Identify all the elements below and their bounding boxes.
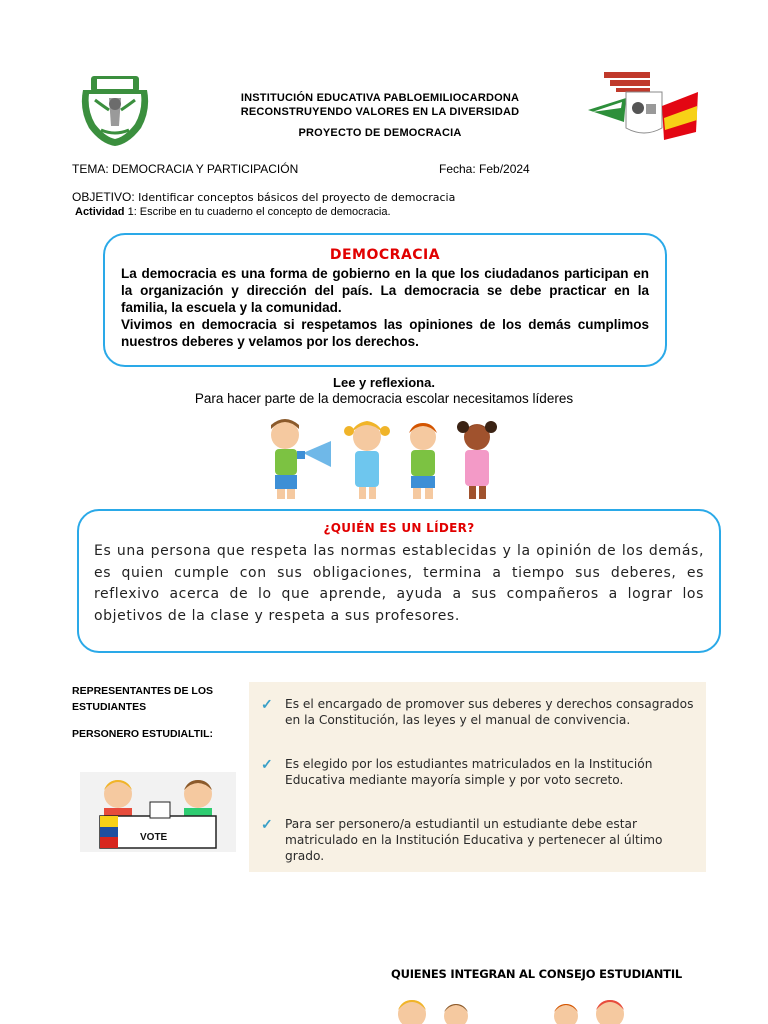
check-icon: ✓ [261, 756, 273, 772]
school-name: INSTITUCIÓN EDUCATIVA PABLOEMILIOCARDONA [240, 92, 520, 104]
consejo-title: QUIENES INTEGRAN AL CONSEJO ESTUDIANTIL [391, 967, 683, 981]
leader-text: Es una persona que respeta las normas establecidas y la opinión de los demás, es quien cumple con sus obligaciones, termina a tiempo sus deberes, es reflexivo acerca de lo que aprende, ayuda a sus compañeros a lograr los objetivos de la clase y respeta a sus profesores. [94, 543, 704, 624]
note-item-3: Para ser personero/a estudiantil un estudiante debe estar matriculado en la Institución Educativa y pertenecer al último grado. [285, 817, 663, 863]
school-flag-icon [588, 70, 698, 148]
objetivo-label: OBJETIVO: [72, 190, 135, 204]
democracy-paragraph-1: La democracia es una forma de gobierno en la que los ciudadanos participan en la organización y dirección del país. La democracia se debe practicar en la familia, la escuela y la comunidad. [121, 266, 649, 315]
representatives-heading: REPRESENTANTES DE LOS ESTUDIANTES [72, 685, 213, 713]
children-illustration [245, 415, 525, 503]
tema-label: TEMA: DEMOCRACIA Y PARTICIPACIÓN [72, 162, 299, 176]
objetivo-row [72, 190, 455, 204]
actividad-text: 1: Escribe en tu cuaderno el concepto de democracia. [124, 206, 391, 218]
note-item-1: Es el encargado de promover sus deberes y derechos consagrados en la Constitución, las leyes y el manual de convivencia. [285, 697, 694, 727]
reflect-subtitle: Para hacer parte de la democracia escolar necesitamos líderes [194, 391, 574, 406]
personero-notes-card [249, 682, 706, 872]
democracy-paragraph-2: Vivimos en democracia si respetamos las opiniones de los demás cumplimos nuestros deberes y velamos por los derechos. [121, 317, 649, 349]
leader-definition-box [77, 509, 721, 653]
personero-label: PERSONERO ESTUDIALTIL: [72, 728, 213, 740]
vote-box-label: VOTE [140, 832, 168, 843]
vote-illustration [80, 772, 236, 852]
democracy-title: DEMOCRACIA [329, 247, 441, 263]
note-item-2: Es elegido por los estudiantes matriculados en la Institución Educativa mediante mayoría simple y por voto secreto. [285, 757, 653, 787]
democracy-definition-box [103, 233, 667, 367]
reflect-title: Lee y reflexiona. [333, 375, 435, 390]
leader-title: ¿QUIÉN ES UN LÍDER? [323, 521, 475, 535]
project-title: PROYECTO DE DEMOCRACIA [298, 127, 462, 139]
school-crest-icon [75, 70, 155, 150]
objetivo-text: Identificar conceptos básicos del proyecto de democracia [134, 191, 456, 204]
check-icon: ✓ [261, 816, 273, 832]
actividad-label: Actividad [75, 206, 125, 218]
consejo-children-illustration [384, 990, 644, 1024]
actividad-row [75, 206, 391, 218]
school-motto: RECONSTRUYENDO VALORES EN LA DIVERSIDAD [240, 106, 520, 118]
fecha-label: Fecha: Feb/2024 [439, 162, 530, 176]
check-icon: ✓ [261, 696, 273, 712]
